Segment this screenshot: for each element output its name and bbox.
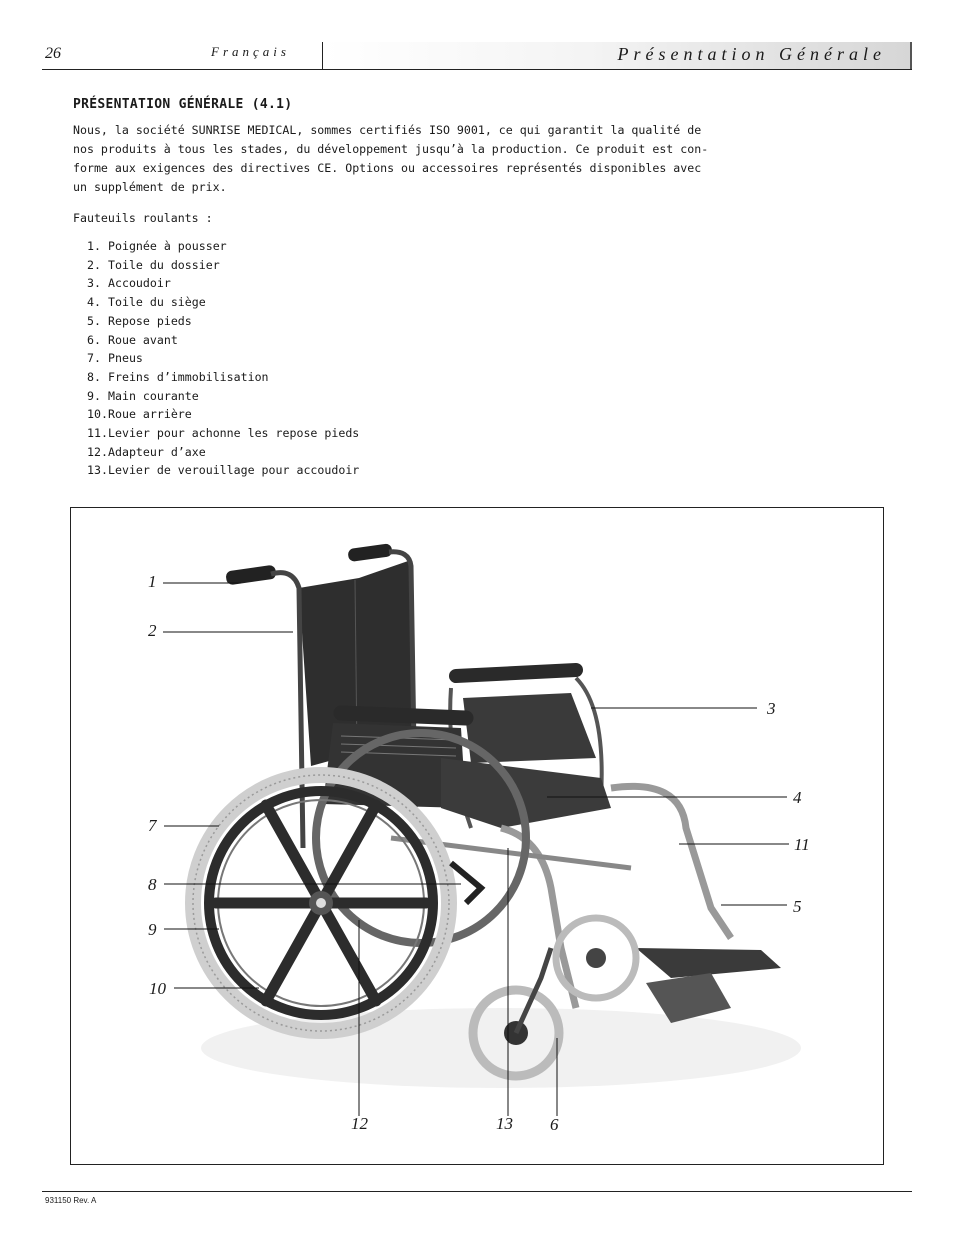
list-item bbox=[87, 237, 359, 256]
list-item bbox=[87, 274, 359, 293]
list-item-number: 1. bbox=[87, 239, 101, 253]
list-item-label: Main courante bbox=[108, 388, 199, 403]
intro-paragraph bbox=[73, 121, 709, 197]
list-item-number: 11. bbox=[87, 426, 108, 441]
intro-line: nos produits à tous les stades, du développement jusqu’à la production. Ce produit est con- bbox=[73, 142, 709, 156]
callout-11: 11 bbox=[794, 835, 810, 854]
list-item-number: 6. bbox=[87, 332, 101, 347]
header-rule bbox=[42, 69, 912, 70]
list-item bbox=[87, 387, 359, 406]
header-band-edge bbox=[910, 42, 912, 70]
list-item bbox=[87, 349, 359, 368]
list-item bbox=[87, 405, 359, 424]
callout-7: 7 bbox=[148, 816, 157, 835]
intro-line: forme aux exigences des directives CE. Options ou accessoires représentés disponibles avec bbox=[73, 161, 702, 175]
callout-2: 2 bbox=[148, 621, 157, 640]
list-item-label: Repose pieds bbox=[108, 313, 192, 328]
list-item-label: Levier de verouillage pour accoudoir bbox=[108, 463, 360, 478]
page-heading: PRÉSENTATION GÉNÉRALE (4.1) bbox=[73, 97, 293, 112]
list-item-label: Freins d’immobilisation bbox=[108, 369, 269, 384]
header-separator bbox=[322, 42, 323, 70]
list-item-label: Toile du siège bbox=[108, 295, 206, 310]
callout-13: 13 bbox=[496, 1114, 513, 1133]
list-item-label: Poignée à pousser bbox=[108, 239, 227, 253]
wheelchair-figure bbox=[70, 507, 884, 1165]
list-item bbox=[87, 461, 359, 480]
list-item-number: 7. bbox=[87, 351, 101, 366]
list-item-label: Roue arrière bbox=[108, 407, 192, 422]
list-item-label: Roue avant bbox=[108, 332, 178, 347]
list-item-label: Adapteur d’axe bbox=[108, 444, 206, 459]
intro-line: Nous, la société SUNRISE MEDICAL, sommes certifiés ISO 9001, ce qui garantit la qualité de bbox=[73, 123, 702, 137]
list-item-number: 8. bbox=[87, 369, 101, 384]
list-item bbox=[87, 256, 359, 275]
wheelchair-illustration bbox=[71, 508, 885, 1166]
list-item-number: 12. bbox=[87, 444, 108, 459]
language-label: Français bbox=[211, 44, 290, 59]
subheading: Fauteuils roulants : bbox=[73, 211, 213, 225]
footer-rule bbox=[42, 1191, 912, 1192]
callout-6: 6 bbox=[550, 1115, 559, 1134]
intro-line: un supplément de prix. bbox=[73, 180, 227, 194]
list-item bbox=[87, 331, 359, 350]
parts-list bbox=[87, 237, 359, 480]
callout-5: 5 bbox=[793, 897, 802, 916]
list-item bbox=[87, 293, 359, 312]
callout-1: 1 bbox=[148, 572, 157, 591]
callout-3: 3 bbox=[767, 699, 776, 718]
callout-4: 4 bbox=[793, 788, 802, 807]
list-item-number: 5. bbox=[87, 313, 101, 328]
callout-10: 10 bbox=[149, 979, 166, 998]
list-item-number: 13. bbox=[87, 463, 108, 478]
list-item bbox=[87, 368, 359, 387]
section-title: Présentation Générale bbox=[617, 44, 886, 64]
page-number: 26 bbox=[45, 45, 61, 62]
list-item-number: 4. bbox=[87, 295, 101, 310]
list-item-label: Levier pour achonne les repose pieds bbox=[108, 426, 360, 441]
list-item-label: Toile du dossier bbox=[108, 257, 220, 272]
list-item-number: 9. bbox=[87, 388, 101, 403]
list-item bbox=[87, 312, 359, 331]
list-item-label: Pneus bbox=[108, 351, 143, 366]
list-item bbox=[87, 424, 359, 443]
callout-12: 12 bbox=[351, 1114, 368, 1133]
callout-9: 9 bbox=[148, 920, 157, 939]
document-reference: 931150 Rev. A bbox=[45, 1196, 97, 1205]
list-item-label: Accoudoir bbox=[108, 276, 171, 291]
list-item-number: 3. bbox=[87, 276, 101, 291]
list-item-number: 2. bbox=[87, 257, 101, 272]
list-item-number: 10. bbox=[87, 407, 108, 422]
list-item bbox=[87, 443, 359, 462]
callout-8: 8 bbox=[148, 875, 157, 894]
